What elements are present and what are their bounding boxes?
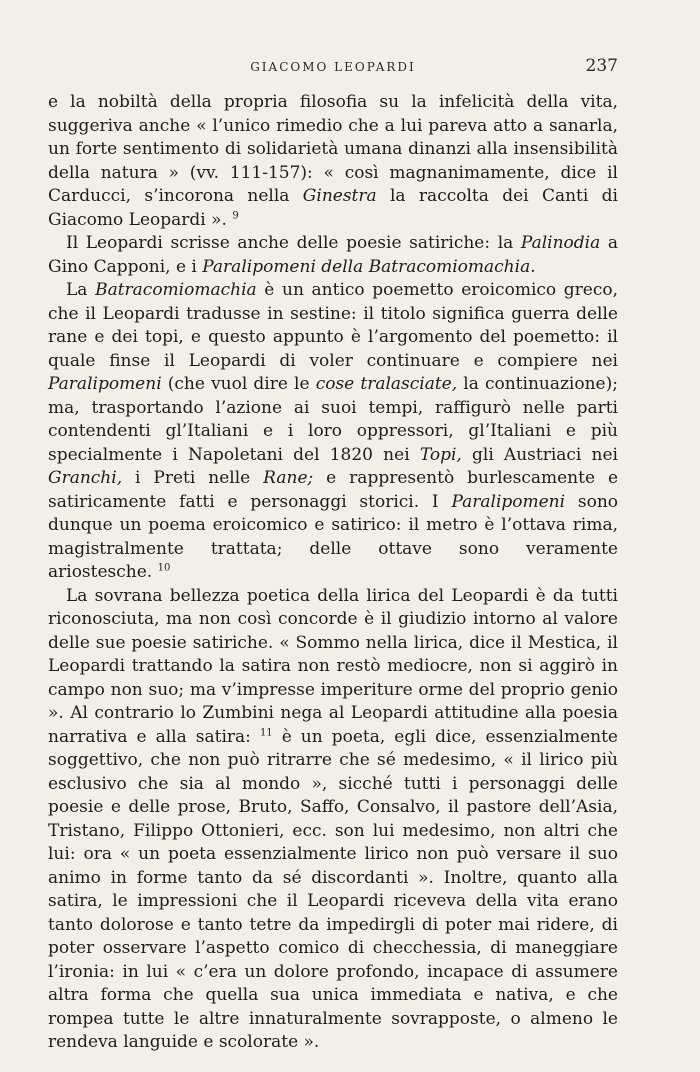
text-run: (che vuol dire le <box>161 374 316 394</box>
text-run: e rappresentò burlescamente e satiricamente fatti e personaggi storici. I <box>48 468 619 512</box>
text-run: La <box>66 280 96 300</box>
running-head: GIACOMO LEOPARDI <box>250 60 416 74</box>
text-run: è un poeta, egli dice, essenzialmente soggettivo, che non può ritrarre che sé medesimo, « il lirico più esclusivo che sia al mondo », sicché tutti i personaggi delle poesie e delle prose, Bruto, Saffo, Consalvo, il pastore dell’Asia, Tristano, Filippo Ottonieri, ecc. son lui medesimo, non altri che lui: ora « un poeta essenzialmente lirico non può versare il suo animo in forme tanto da sé discordanti ». Inoltre, quanto alla satira, le impressioni che il Leopardi riceveva della vita erano tanto dolorose e tanto tetre da impedirgli di poter mai ridere, di poter osservare l’aspetto comico di checchessia, di maneggiare l’ironia: in lui « c’era un dolore profondo, incapace di assumere altra forma che quella sua unica immediata e nativa, e che rompea tutte le altre innaturalmente sovrapposte, o almeno le rendeva languide e scolorate ». <box>48 726 618 1052</box>
footnote-ref: 11 <box>259 726 273 738</box>
paragraph <box>48 232 618 279</box>
text-run: la continuazione); ma, trasportando l’azione ai suoi tempi, raffigurò nelle parti contendenti gl’Italiani e i loro oppressori, gl’Italiani e più specialmente i Napoletani del 1820 nei <box>48 374 618 465</box>
italic-text: Paralipomeni <box>451 491 566 512</box>
italic-text: cose tralasciate, <box>315 374 458 394</box>
italic-text: Rane; <box>263 468 314 488</box>
page-header <box>48 56 618 80</box>
italic-text: Paralipomeni <box>48 374 162 394</box>
paragraph <box>48 279 618 585</box>
text-run: i Preti nelle <box>122 468 264 488</box>
text-run: sono dunque un poema eroicomico e satirico: il metro è l’ottava rima, magistralmente trattata; delle ottave sono veramente ariostesche. <box>48 491 619 582</box>
footnote-ref: 9 <box>232 209 239 221</box>
paragraph <box>48 91 618 232</box>
paragraph <box>48 585 618 1055</box>
italic-text: Ginestra <box>302 186 377 206</box>
footnote-ref: 10 <box>157 562 171 574</box>
text-run: a Gino Capponi, e i <box>48 233 618 277</box>
body-text <box>48 91 618 1055</box>
text-run: Il Leopardi scrisse anche delle poesie satiriche: la <box>66 233 521 253</box>
italic-text: Topi, <box>419 444 462 465</box>
text-run: e la nobiltà della propria filosofia su la infelicità della vita, suggeriva anche « l’unico rimedio che a lui pareva atto a sanarla, un forte sentimento di solidarietà umana dinanzi alla insensibilità della natura » (vv. 111-157): « così magnanimamente, dice il Carducci, s’incorona nella <box>48 92 618 206</box>
page-number: 237 <box>585 56 618 76</box>
italic-text: Granchi, <box>48 468 123 488</box>
text-run: La sovrana bellezza poetica della lirica del Leopardi è da tutti riconosciuta, ma non così concorde è il giudizio intorno al valore delle sue poesie satiriche. « Sommo nella lirica, dice il Mestica, il Leopardi trattando la satira non restò mediocre, non si aggirò in campo non suo; ma v’impresse imperiture orme del proprio genio ». Al contrario lo Zumbini nega al Leopardi attitudine alla poesia narrativa e alla satira: <box>48 585 618 747</box>
text-run: gli Austriaci nei <box>461 444 618 465</box>
italic-text: Batracomiomachia <box>95 280 257 300</box>
italic-text: Palinodia <box>520 233 601 253</box>
italic-text: Paralipomeni della Batracomiomachia. <box>202 256 536 277</box>
text-run: la raccolta dei Canti di Giacomo Leopardi ». <box>48 186 618 230</box>
text-run: è un antico poemetto eroicomico greco, che il Leopardi tradusse in sestine: il titolo significa guerra delle rane e dei topi, e questo appunto è l’argomento del poemetto: il quale finse il Leopardi di voler continuare e compiere nei <box>48 280 619 371</box>
